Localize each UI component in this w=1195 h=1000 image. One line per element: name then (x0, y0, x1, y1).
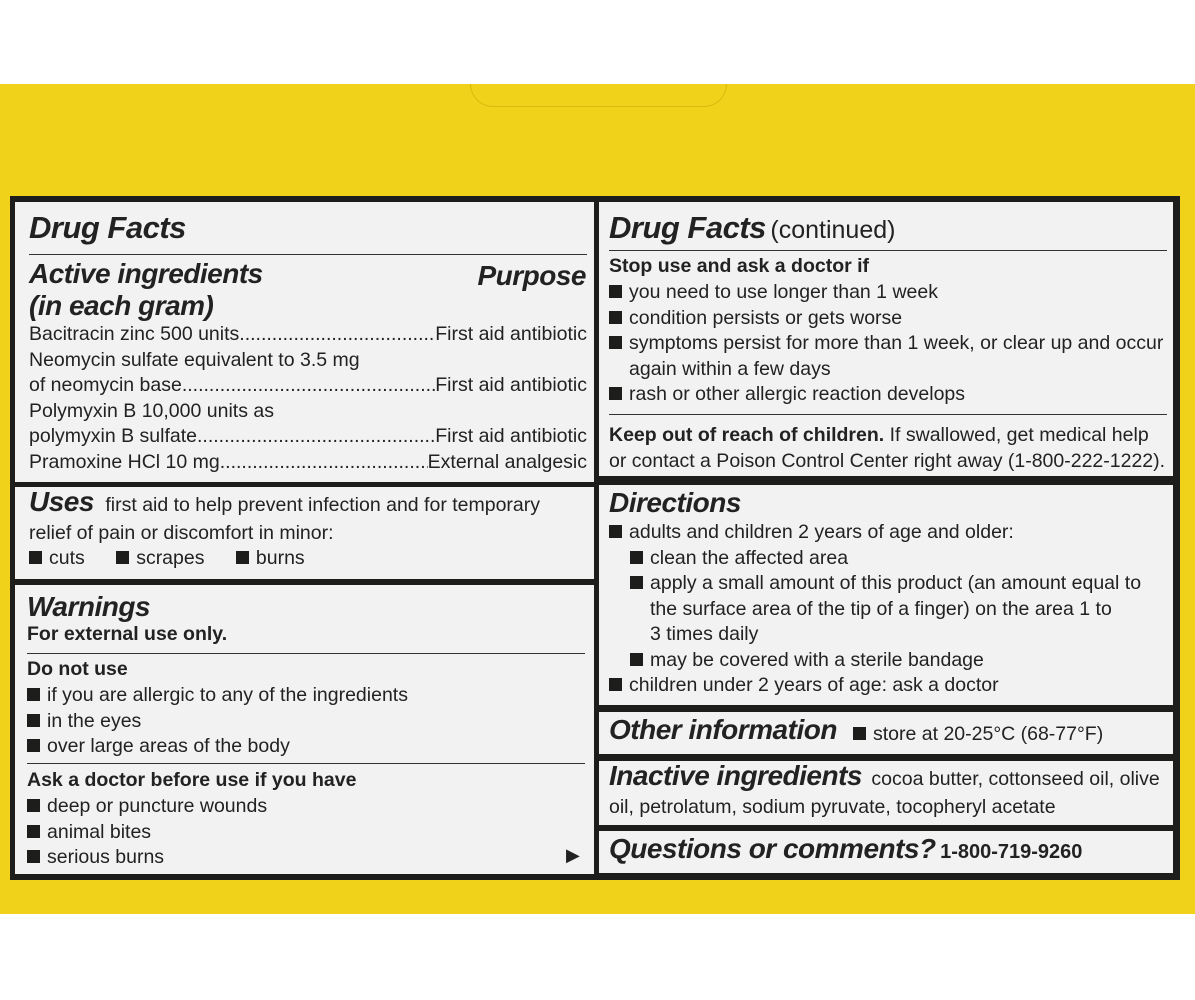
continued-panel (599, 202, 1173, 476)
continue-arrow-icon: ▶ (566, 845, 580, 865)
keep-out-text: Keep out of reach of children. If swallowed, get medical help (609, 424, 1149, 446)
bullet-icon (27, 688, 40, 701)
ingredient-name: Neomycin sulfate equivalent to 3.5 mg (29, 348, 360, 371)
header-rule (609, 250, 1167, 251)
uses-title: Uses (29, 487, 94, 517)
bullet-icon (609, 678, 622, 691)
bullet-icon (630, 576, 643, 589)
ingredient-purpose: First aid antibiotic (435, 323, 587, 345)
purpose-title: Purpose (477, 260, 586, 291)
list-item: if you are allergic to any of the ingredients (27, 683, 408, 709)
list-item-cont: 3 times daily (650, 623, 759, 645)
uses-text: first aid to help prevent infection and for temporary (105, 494, 541, 516)
questions-panel (599, 831, 1173, 873)
stop-use-list (609, 280, 1163, 408)
ingredient-list (29, 322, 587, 475)
bullet-icon (609, 387, 622, 400)
ingredient-row (29, 373, 587, 399)
ingredient-row (29, 450, 587, 476)
other-information-item: store at 20-25°C (68-77°F) (853, 722, 1103, 748)
list-item: symptoms persist for more than 1 week, or clear up and occur (609, 331, 1163, 357)
bullet-icon (27, 825, 40, 838)
ingredient-row (29, 322, 587, 348)
other-information-title: Other information (609, 714, 837, 745)
list-item: cuts (29, 547, 85, 569)
continued-label: (continued) (770, 216, 896, 244)
box-flap-outline (470, 84, 727, 107)
bullet-icon (609, 311, 622, 324)
directions-title: Directions (609, 487, 741, 518)
inactive-ingredients-text-cont: oil, petrolatum, sodium pyruvate, tocopheryl acetate (609, 796, 1056, 818)
external-use-text: For external use only. (27, 623, 228, 645)
header-rule (29, 254, 587, 255)
inactive-ingredients-text: cocoa butter, cottonseed oil, olive (871, 768, 1160, 790)
poison-control-text: or contact a Poison Control Center right away (1-800-222-1222). (609, 450, 1166, 472)
bullet-icon (630, 551, 643, 564)
bullet-icon (609, 525, 622, 538)
list-item: deep or puncture wounds (27, 794, 267, 820)
bullet-icon (27, 714, 40, 727)
active-ingredients-subtitle: (in each gram) (29, 290, 214, 321)
list-item: clean the affected area (609, 546, 1141, 572)
bullet-icon (27, 850, 40, 863)
bullet-icon (236, 551, 249, 564)
ingredient-name: Polymyxin B 10,000 units as (29, 399, 274, 422)
bullet-icon (116, 551, 129, 564)
bullet-icon (27, 799, 40, 812)
ask-doctor-title: Ask a doctor before use if you have (27, 769, 357, 791)
bullet-icon (29, 551, 42, 564)
active-ingredients-title: Active ingredients (29, 258, 263, 289)
warnings-panel (15, 585, 594, 874)
inactive-ingredients-title: Inactive ingredients (609, 761, 862, 791)
list-item: apply a small amount of this product (an amount equal to (609, 571, 1141, 597)
drug-facts-header: Drug Facts (29, 210, 186, 245)
stop-use-title: Stop use and ask a doctor if (609, 255, 870, 277)
list-item: over large areas of the body (27, 734, 408, 760)
list-item: rash or other allergic reaction develops (609, 382, 1163, 408)
questions-title: Questions or comments? (609, 833, 936, 864)
ingredient-purpose: External analgesic (427, 450, 587, 473)
other-information-panel (599, 712, 1173, 754)
ingredient-name-cont: polymyxin B sulfate (29, 425, 197, 447)
warnings-title: Warnings (27, 591, 151, 622)
divider (609, 414, 1167, 415)
keep-out-title: Keep out of reach of children. (609, 424, 885, 446)
drug-facts-continued-header: Drug Facts (609, 210, 766, 245)
active-ingredients-panel (15, 202, 594, 482)
ask-doctor-list (27, 794, 267, 871)
ingredient-name: Pramoxine HCl 10 mg (29, 450, 220, 473)
bullet-icon (27, 739, 40, 752)
drug-facts-label (10, 196, 1180, 880)
bullet-icon (853, 727, 866, 740)
list-item: you need to use longer than 1 week (609, 280, 1163, 306)
do-not-use-list (27, 683, 408, 760)
uses-text-cont: relief of pain or discomfort in minor: (29, 522, 334, 544)
list-item: animal bites (27, 820, 267, 846)
directions-panel (599, 485, 1173, 705)
list-item: in the eyes (27, 709, 408, 735)
inactive-ingredients-panel (599, 761, 1173, 825)
list-item: adults and children 2 years of age and older: (609, 520, 1141, 546)
list-item: condition persists or gets worse (609, 306, 1163, 332)
bullet-icon (609, 336, 622, 349)
uses-items (29, 546, 305, 572)
list-item: burns (236, 547, 305, 569)
ingredient-name-cont: of neomycin base (29, 374, 182, 396)
uses-panel (15, 487, 594, 579)
ingredient-row (29, 424, 587, 450)
ingredient-purpose: First aid antibiotic (435, 374, 587, 396)
questions-phone: 1-800-719-9260 (940, 841, 1083, 863)
list-item-cont: again within a few days (629, 357, 831, 380)
divider (27, 763, 585, 764)
divider (27, 653, 585, 654)
bullet-icon (630, 653, 643, 666)
list-item: serious burns (27, 845, 267, 871)
do-not-use-title: Do not use (27, 658, 128, 680)
bullet-icon (609, 285, 622, 298)
list-item: may be covered with a sterile bandage (609, 648, 1141, 674)
list-item: scrapes (116, 547, 204, 569)
list-item: children under 2 years of age: ask a doctor (609, 673, 1141, 699)
directions-list (609, 520, 1141, 699)
list-item-cont: the surface area of the tip of a finger) on the area 1 to (650, 597, 1112, 620)
ingredient-name: Bacitracin zinc 500 units (29, 323, 240, 345)
ingredient-purpose: First aid antibiotic (435, 425, 587, 447)
